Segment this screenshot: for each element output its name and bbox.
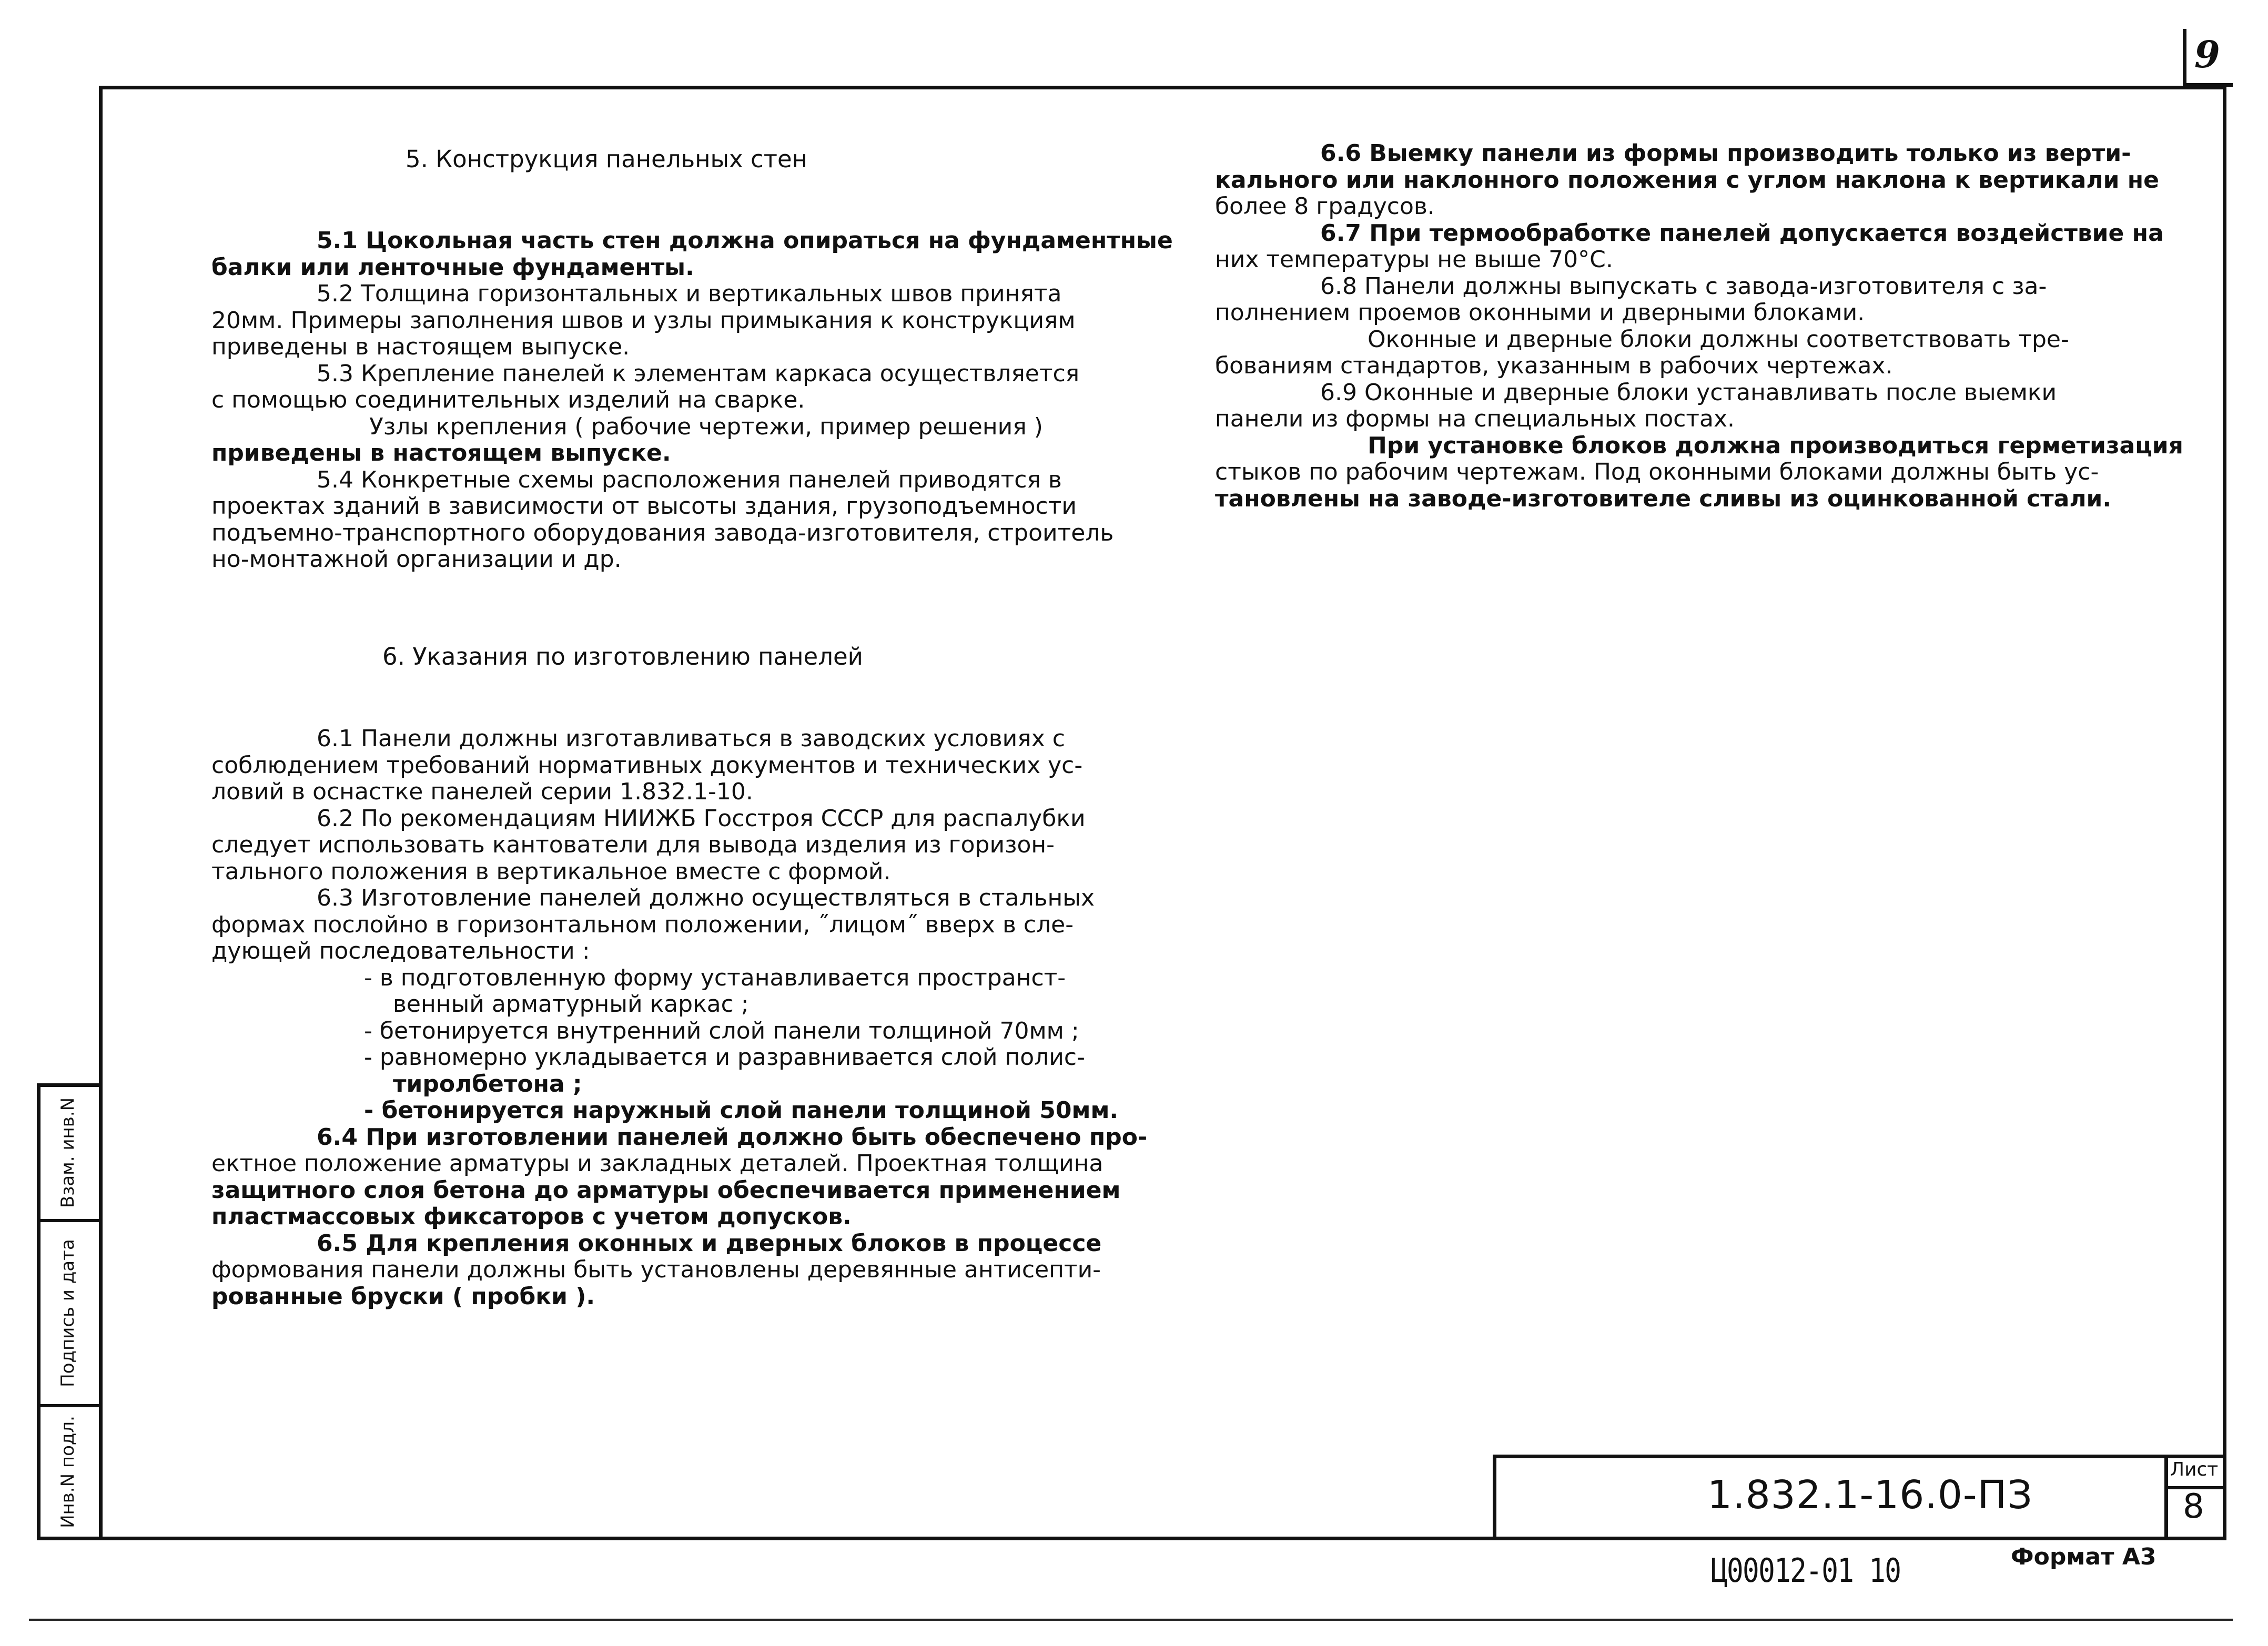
- text-line: 6.1 Панели должны изготавливаться в заводских условиях с: [317, 725, 1065, 752]
- text-line: 6.4 При изготовлении панелей должно быть обеспечено про-: [317, 1123, 1148, 1151]
- text-line: проектах зданий в зависимости от высоты здания, грузоподъемности: [211, 493, 1077, 520]
- text-line: следует использовать кантователи для вывода изделия из горизон-: [211, 831, 1055, 858]
- text-line: тального положения в вертикальное вместе с формой.: [211, 858, 891, 885]
- text-line: тановлены на заводе-изготовителе сливы из оцинкованной стали.: [1215, 485, 2112, 512]
- stamp-cell-inv: [37, 1407, 99, 1537]
- list-item: тиролбетона ;: [393, 1070, 582, 1098]
- text-line: ловий в оснастке панелей серии 1.832.1-10.: [211, 778, 753, 805]
- stamp-replace-inv: Взам. инв.N: [57, 1097, 79, 1208]
- document-code: 1.832.1-16.0-ПЗ: [1707, 1472, 2033, 1518]
- text-line: 6.6 Выемку панели из формы производить только из верти-: [1320, 140, 2131, 167]
- text-line: с помощью соединительных изделий на сварке.: [211, 387, 805, 413]
- text-line: 20мм. Примеры заполнения швов и узлы примыкания к конструкциям: [211, 307, 1076, 334]
- text-line: дующей последовательности :: [211, 938, 590, 964]
- text-line: приведены в настоящем выпуске.: [211, 440, 671, 466]
- stamp-sign-date: Подпись и дата: [57, 1239, 79, 1387]
- stamp-cell-replace: [37, 1086, 99, 1219]
- section-6-heading: 6. Указания по изготовлению панелей: [382, 643, 863, 670]
- text-line: полнением проемов оконными и дверными блоками.: [1215, 299, 1865, 326]
- format-label: Формат А3: [2011, 1543, 2156, 1570]
- text-line: но-монтажной организации и др.: [211, 546, 622, 573]
- section-5-body: [211, 228, 1173, 573]
- text-line: подъемно-транспортного оборудования завода-изготовителя, строитель: [211, 519, 1114, 546]
- stamp-cell-sign: [37, 1222, 99, 1404]
- sheet-label: Лист: [2170, 1459, 2219, 1480]
- text-line: 5.1 Цокольная часть стен должна опираться на фундаментные: [317, 227, 1173, 254]
- list-item: венный арматурный каркас ;: [393, 991, 749, 1018]
- list-item: - бетонируется внутренний слой панели толщиной 70мм ;: [364, 1017, 1079, 1044]
- bottom-trim-line: [29, 1619, 2233, 1621]
- section-6-continued: [1215, 140, 2183, 512]
- text-line: более 8 градусов.: [1215, 193, 1435, 220]
- archive-code: Ц00012-01 10: [1711, 1551, 1901, 1590]
- text-line: 6.7 При термообработке панелей допускается воздействие на: [1320, 219, 2164, 247]
- text-line: ектное положение арматуры и закладных деталей. Проектная толщина: [211, 1150, 1103, 1177]
- text-line: формования панели должны быть установлены деревянные антисепти-: [211, 1256, 1101, 1283]
- text-line: панели из формы на специальных постах.: [1215, 405, 1735, 432]
- text-line: При установке блоков должна производиться герметизация: [1368, 432, 2183, 459]
- text-line: рованные бруски ( пробки ).: [211, 1283, 595, 1310]
- stamp-inv-orig: Инв.N подл.: [57, 1416, 79, 1528]
- text-line: защитного слоя бетона до арматуры обеспечивается применением: [211, 1176, 1121, 1204]
- text-line: 6.3 Изготовление панелей должно осуществляться в стальных: [317, 885, 1095, 911]
- text-line: 6.2 По рекомендациям НИИЖБ Госстроя СССР для распалубки: [317, 805, 1086, 832]
- list-item: - в подготовленную форму устанавливается пространст-: [364, 964, 1066, 991]
- text-line: бованиям стандартов, указанным в рабочих чертежах.: [1215, 352, 1893, 379]
- section-6-body: [211, 726, 1147, 1310]
- text-line: 5.3 Крепление панелей к элементам каркаса осуществляется: [317, 360, 1080, 387]
- text-line: 6.8 Панели должны выпускать с завода-изготовителя с за-: [1320, 272, 2047, 300]
- text-line: формах послойно в горизонтальном положении, ˝лицом˝ вверх в сле-: [211, 911, 1074, 938]
- text-line: 5.2 Толщина горизонтальных и вертикальных швов принята: [317, 280, 1062, 307]
- text-line: соблюдением требований нормативных документов и технических ус-: [211, 751, 1083, 779]
- page-mark: 9: [2194, 33, 2220, 76]
- text-line: 6.9 Оконные и дверные блоки устанавливать после выемки: [1320, 379, 2057, 406]
- list-item: - бетонируется наружный слой панели толщиной 50мм.: [364, 1097, 1119, 1124]
- text-line: кального или наклонного положения с углом наклона к вертикали не: [1215, 166, 2159, 194]
- list-item: - равномерно укладывается и разравнивается слой полис-: [364, 1044, 1085, 1071]
- text-line: балки или ленточные фундаменты.: [211, 253, 694, 281]
- text-line: приведены в настоящем выпуске.: [211, 333, 630, 360]
- sheet-number: 8: [2183, 1487, 2204, 1526]
- text-line: Оконные и дверные блоки должны соответствовать тре-: [1368, 326, 2069, 353]
- text-line: 5.4 Конкретные схемы расположения панелей приводятся в: [317, 466, 1062, 493]
- text-line: пластмассовых фиксаторов с учетом допусков.: [211, 1203, 852, 1230]
- section-5-heading: 5. Конструкция панельных стен: [406, 145, 808, 173]
- text-line: 6.5 Для крепления оконных и дверных блоков в процессе: [317, 1230, 1102, 1257]
- text-line: них температуры не выше 70°С.: [1215, 246, 1613, 273]
- text-line: стыков по рабочим чертежам. Под оконными блоками должны быть ус-: [1215, 459, 2099, 485]
- text-line: Узлы крепления ( рабочие чертежи, пример решения ): [369, 413, 1043, 440]
